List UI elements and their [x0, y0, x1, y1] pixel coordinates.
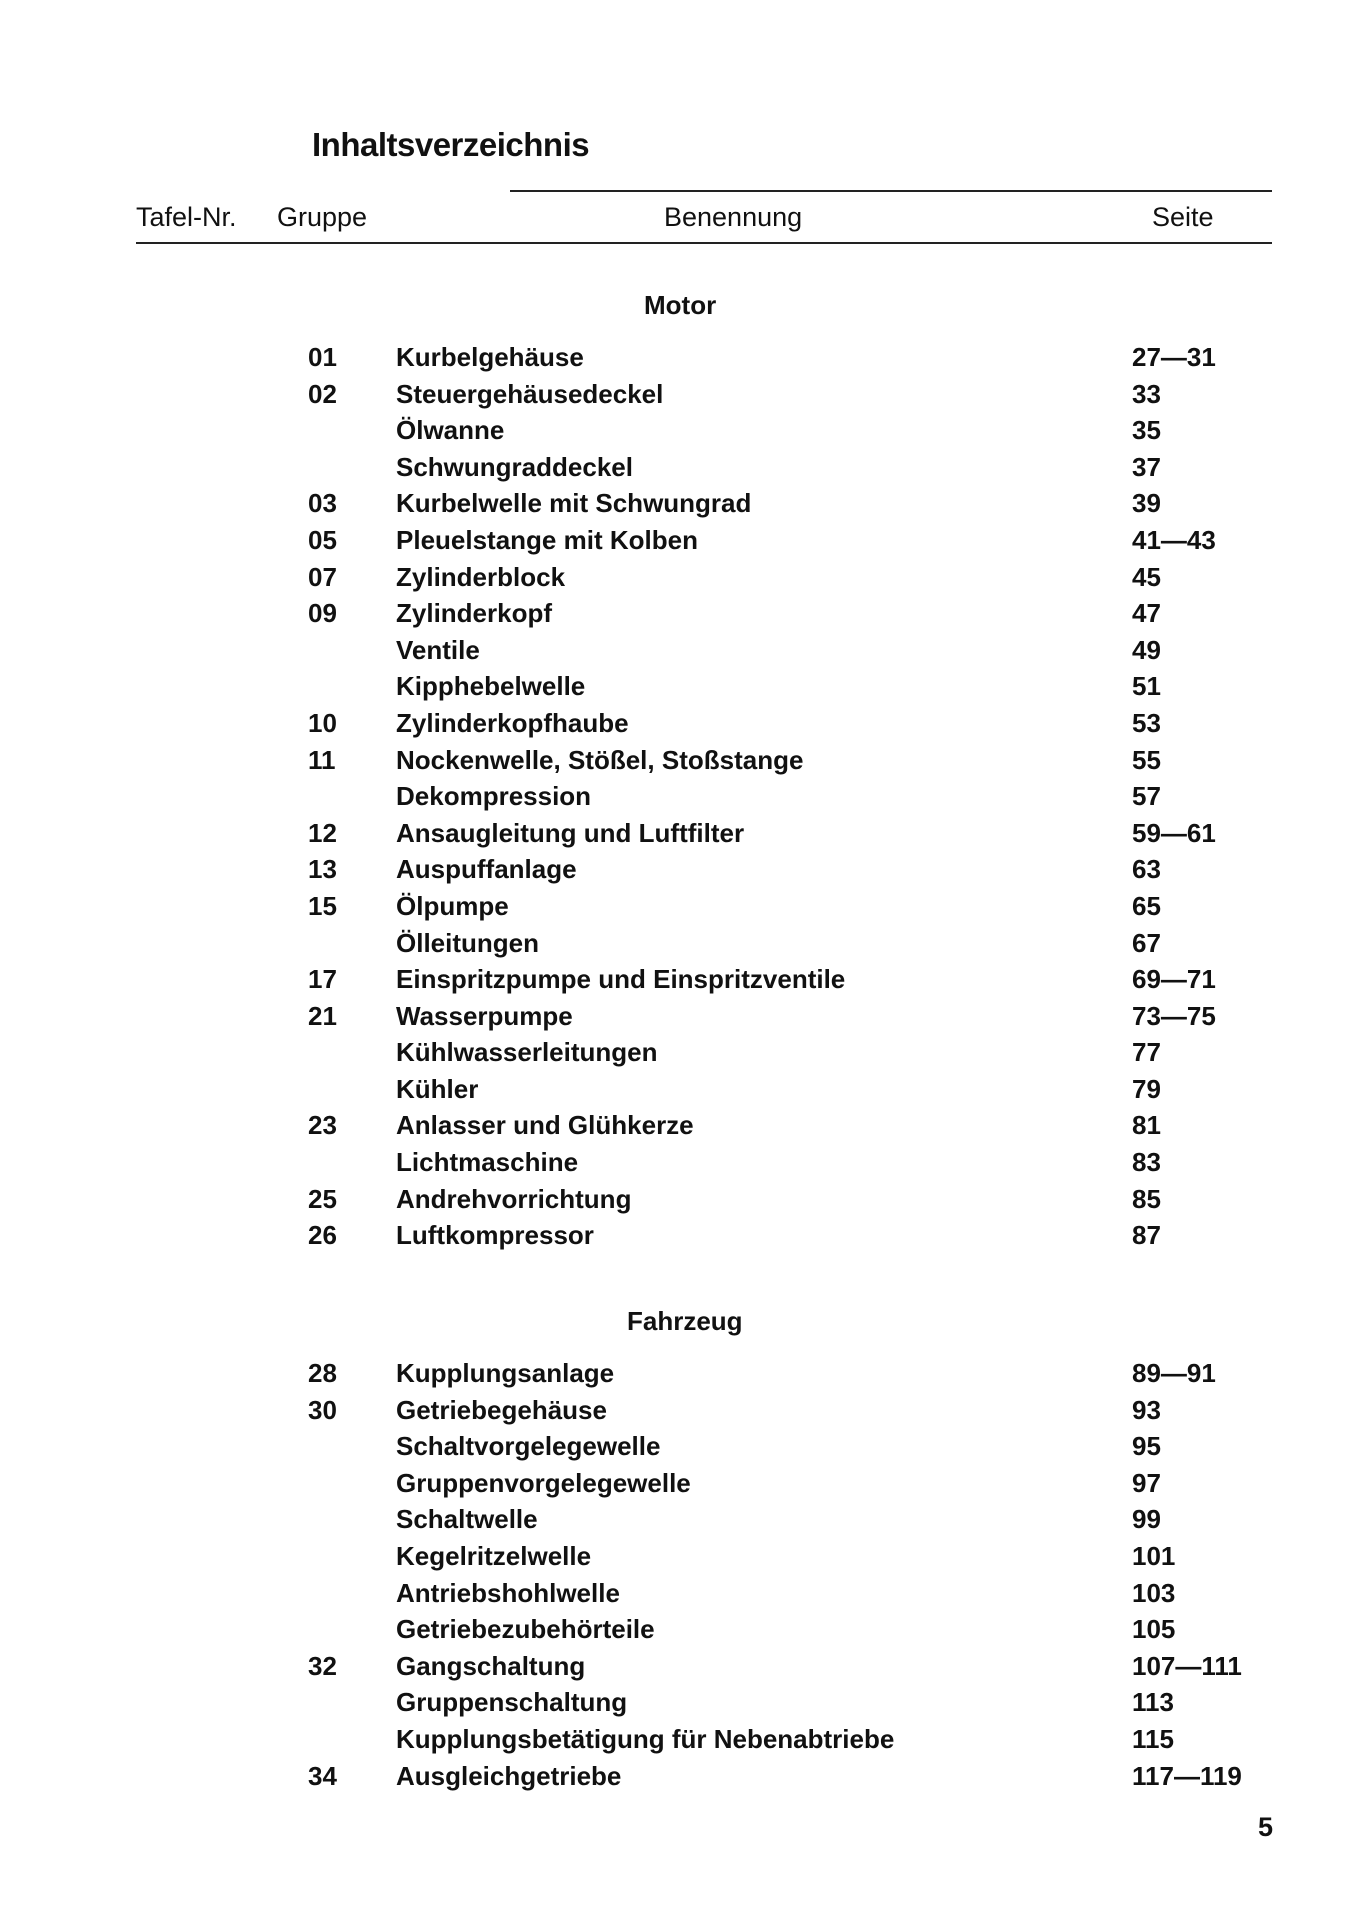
entry-name: Schwungraddeckel — [396, 451, 633, 482]
group-number: 02 — [308, 378, 337, 409]
entry-name: Pleuelstange mit Kolben — [396, 524, 698, 555]
entry-name: Antriebshohlwelle — [396, 1577, 620, 1608]
entry-name: Schaltwelle — [396, 1504, 538, 1535]
table-row — [0, 1504, 1369, 1541]
page-ref: 99 — [1132, 1504, 1161, 1535]
group-number: 21 — [308, 1000, 337, 1031]
entry-name: Zylinderkopf — [396, 598, 553, 629]
entry-name: Kühler — [396, 1073, 479, 1104]
group-number: 11 — [308, 744, 336, 775]
group-number: 12 — [308, 817, 337, 848]
top-rule — [510, 190, 1272, 192]
page-ref: 73—75 — [1132, 1000, 1216, 1031]
page-ref: 41—43 — [1132, 524, 1216, 555]
group-number: 30 — [308, 1394, 337, 1425]
table-row — [0, 488, 1369, 525]
entry-name: Ölleitungen — [396, 927, 539, 958]
page-ref: 89—91 — [1132, 1358, 1216, 1388]
table-row — [0, 452, 1369, 489]
entry-name: Nockenwelle, Stößel, Stoßstange — [396, 744, 804, 775]
table-row — [0, 928, 1369, 965]
table-row — [0, 854, 1369, 891]
page-ref: 57 — [1132, 781, 1161, 812]
page-title: Inhaltsverzeichnis — [312, 126, 590, 163]
table-row — [0, 1147, 1369, 1184]
section-motor-list — [0, 342, 1369, 1257]
page-ref: 81 — [1132, 1110, 1161, 1141]
entry-name: Dekompression — [396, 781, 592, 812]
group-number: 13 — [308, 854, 337, 885]
table-row — [0, 1614, 1369, 1651]
table-row — [0, 671, 1369, 708]
entry-name: Kurbelgehäuse — [396, 342, 584, 372]
page-ref: 55 — [1132, 744, 1161, 775]
table-row — [0, 708, 1369, 745]
entry-name: Ansaugleitung und Luftfilter — [396, 817, 745, 848]
column-header-gruppe: Gruppe — [277, 202, 368, 232]
page-ref: 83 — [1132, 1147, 1161, 1178]
table-row — [0, 1724, 1369, 1761]
table-row — [0, 1687, 1369, 1724]
page-ref: 101 — [1132, 1540, 1176, 1571]
entry-name: Steuergehäusedeckel — [396, 378, 664, 409]
table-row — [0, 1651, 1369, 1688]
section-fahrzeug-list — [0, 1358, 1369, 1797]
page-ref: 63 — [1132, 854, 1161, 885]
table-row — [0, 1395, 1369, 1432]
group-number: 15 — [308, 890, 337, 921]
page-ref: 37 — [1132, 451, 1161, 482]
page-ref: 77 — [1132, 1037, 1161, 1068]
table-row — [0, 1578, 1369, 1615]
page-ref: 65 — [1132, 890, 1161, 921]
entry-name: Ölwanne — [396, 415, 505, 446]
page-ref: 93 — [1132, 1394, 1161, 1425]
table-row — [0, 781, 1369, 818]
section-heading-motor: Motor — [644, 290, 717, 320]
entry-name: Schaltvorgelegewelle — [396, 1431, 661, 1462]
entry-name: Kipphebelwelle — [396, 671, 586, 702]
page-ref: 103 — [1132, 1577, 1176, 1608]
page-ref: 45 — [1132, 561, 1161, 592]
entry-name: Kupplungsbetätigung für Nebenabtriebe — [396, 1723, 895, 1754]
table-row — [0, 562, 1369, 599]
group-number: 28 — [308, 1358, 337, 1388]
column-header-benennung: Benennung — [664, 202, 803, 232]
entry-name: Andrehvorrichtung — [396, 1183, 632, 1214]
table-row — [0, 1468, 1369, 1505]
page-ref: 117—119 — [1132, 1760, 1242, 1791]
table-row — [0, 1761, 1369, 1798]
table-row — [0, 379, 1369, 416]
page-ref: 115 — [1132, 1723, 1174, 1754]
table-row — [0, 1037, 1369, 1074]
table-row — [0, 635, 1369, 672]
page-ref: 97 — [1132, 1467, 1161, 1498]
page-ref: 107—111 — [1132, 1650, 1242, 1681]
group-number: 07 — [308, 561, 337, 592]
entry-name: Kühlwasserleitungen — [396, 1037, 658, 1068]
entry-name: Ölpumpe — [396, 890, 509, 921]
entry-name: Gruppenschaltung — [396, 1687, 628, 1718]
table-row — [0, 891, 1369, 928]
table-row — [0, 415, 1369, 452]
column-header-seite: Seite — [1152, 202, 1214, 232]
entry-name: Luftkompressor — [396, 1220, 594, 1251]
entry-name: Gangschaltung — [396, 1650, 586, 1681]
column-header-tafel: Tafel-Nr. — [136, 202, 237, 232]
entry-name: Zylinderblock — [396, 561, 566, 592]
table-row — [0, 1184, 1369, 1221]
entry-name: Wasserpumpe — [396, 1000, 573, 1031]
entry-name: Zylinderkopfhaube — [396, 707, 629, 738]
group-number: 01 — [308, 342, 337, 372]
group-number: 10 — [308, 707, 337, 738]
group-number: 34 — [308, 1760, 337, 1791]
entry-name: Ausgleichgetriebe — [396, 1760, 622, 1791]
page-ref: 49 — [1132, 634, 1161, 665]
group-number: 32 — [308, 1650, 337, 1681]
table-row — [0, 1001, 1369, 1038]
table-row — [0, 1541, 1369, 1578]
group-number: 23 — [308, 1110, 337, 1141]
header-rule — [136, 242, 1272, 244]
group-number: 09 — [308, 598, 337, 629]
table-row — [0, 745, 1369, 782]
table-row — [0, 818, 1369, 855]
table-row — [0, 1220, 1369, 1257]
entry-name: Kegelritzelwelle — [396, 1540, 592, 1571]
group-number: 26 — [308, 1220, 337, 1251]
page-ref: 105 — [1132, 1614, 1176, 1645]
table-row — [0, 598, 1369, 635]
page-ref: 79 — [1132, 1073, 1161, 1104]
entry-name: Ventile — [396, 634, 480, 665]
group-number: 03 — [308, 488, 337, 519]
group-number: 05 — [308, 524, 337, 555]
page-ref: 95 — [1132, 1431, 1161, 1462]
entry-name: Getriebegehäuse — [396, 1394, 607, 1425]
page-ref: 113 — [1132, 1687, 1174, 1718]
page-ref: 27—31 — [1132, 342, 1216, 372]
page-ref: 39 — [1132, 488, 1161, 519]
entry-name: Lichtmaschine — [396, 1147, 579, 1178]
group-number: 17 — [308, 964, 337, 995]
entry-name: Einspritzpumpe und Einspritzventile — [396, 964, 846, 995]
page-ref: 35 — [1132, 415, 1161, 446]
page-ref: 87 — [1132, 1220, 1161, 1251]
page-ref: 53 — [1132, 707, 1161, 738]
table-row — [0, 342, 1369, 379]
table-row — [0, 1431, 1369, 1468]
page-ref: 69—71 — [1132, 964, 1216, 995]
group-number: 25 — [308, 1183, 337, 1214]
page-ref: 51 — [1132, 671, 1161, 702]
table-row — [0, 1110, 1369, 1147]
entry-name: Kurbelwelle mit Schwungrad — [396, 488, 752, 519]
page-number: 5 — [1258, 1812, 1274, 1842]
page-ref: 47 — [1132, 598, 1161, 629]
entry-name: Kupplungsanlage — [396, 1358, 615, 1388]
entry-name: Auspuffanlage — [396, 854, 577, 885]
page-ref: 67 — [1132, 927, 1161, 958]
page-ref: 33 — [1132, 378, 1161, 409]
entry-name: Anlasser und Glühkerze — [396, 1110, 694, 1141]
table-row — [0, 1074, 1369, 1111]
table-row — [0, 525, 1369, 562]
table-row — [0, 1358, 1369, 1395]
section-heading-fahrzeug: Fahrzeug — [627, 1306, 743, 1336]
entry-name: Gruppenvorgelegewelle — [396, 1467, 691, 1498]
page-ref: 85 — [1132, 1183, 1161, 1214]
table-row — [0, 964, 1369, 1001]
page-ref: 59—61 — [1132, 817, 1216, 848]
entry-name: Getriebezubehörteile — [396, 1614, 655, 1645]
